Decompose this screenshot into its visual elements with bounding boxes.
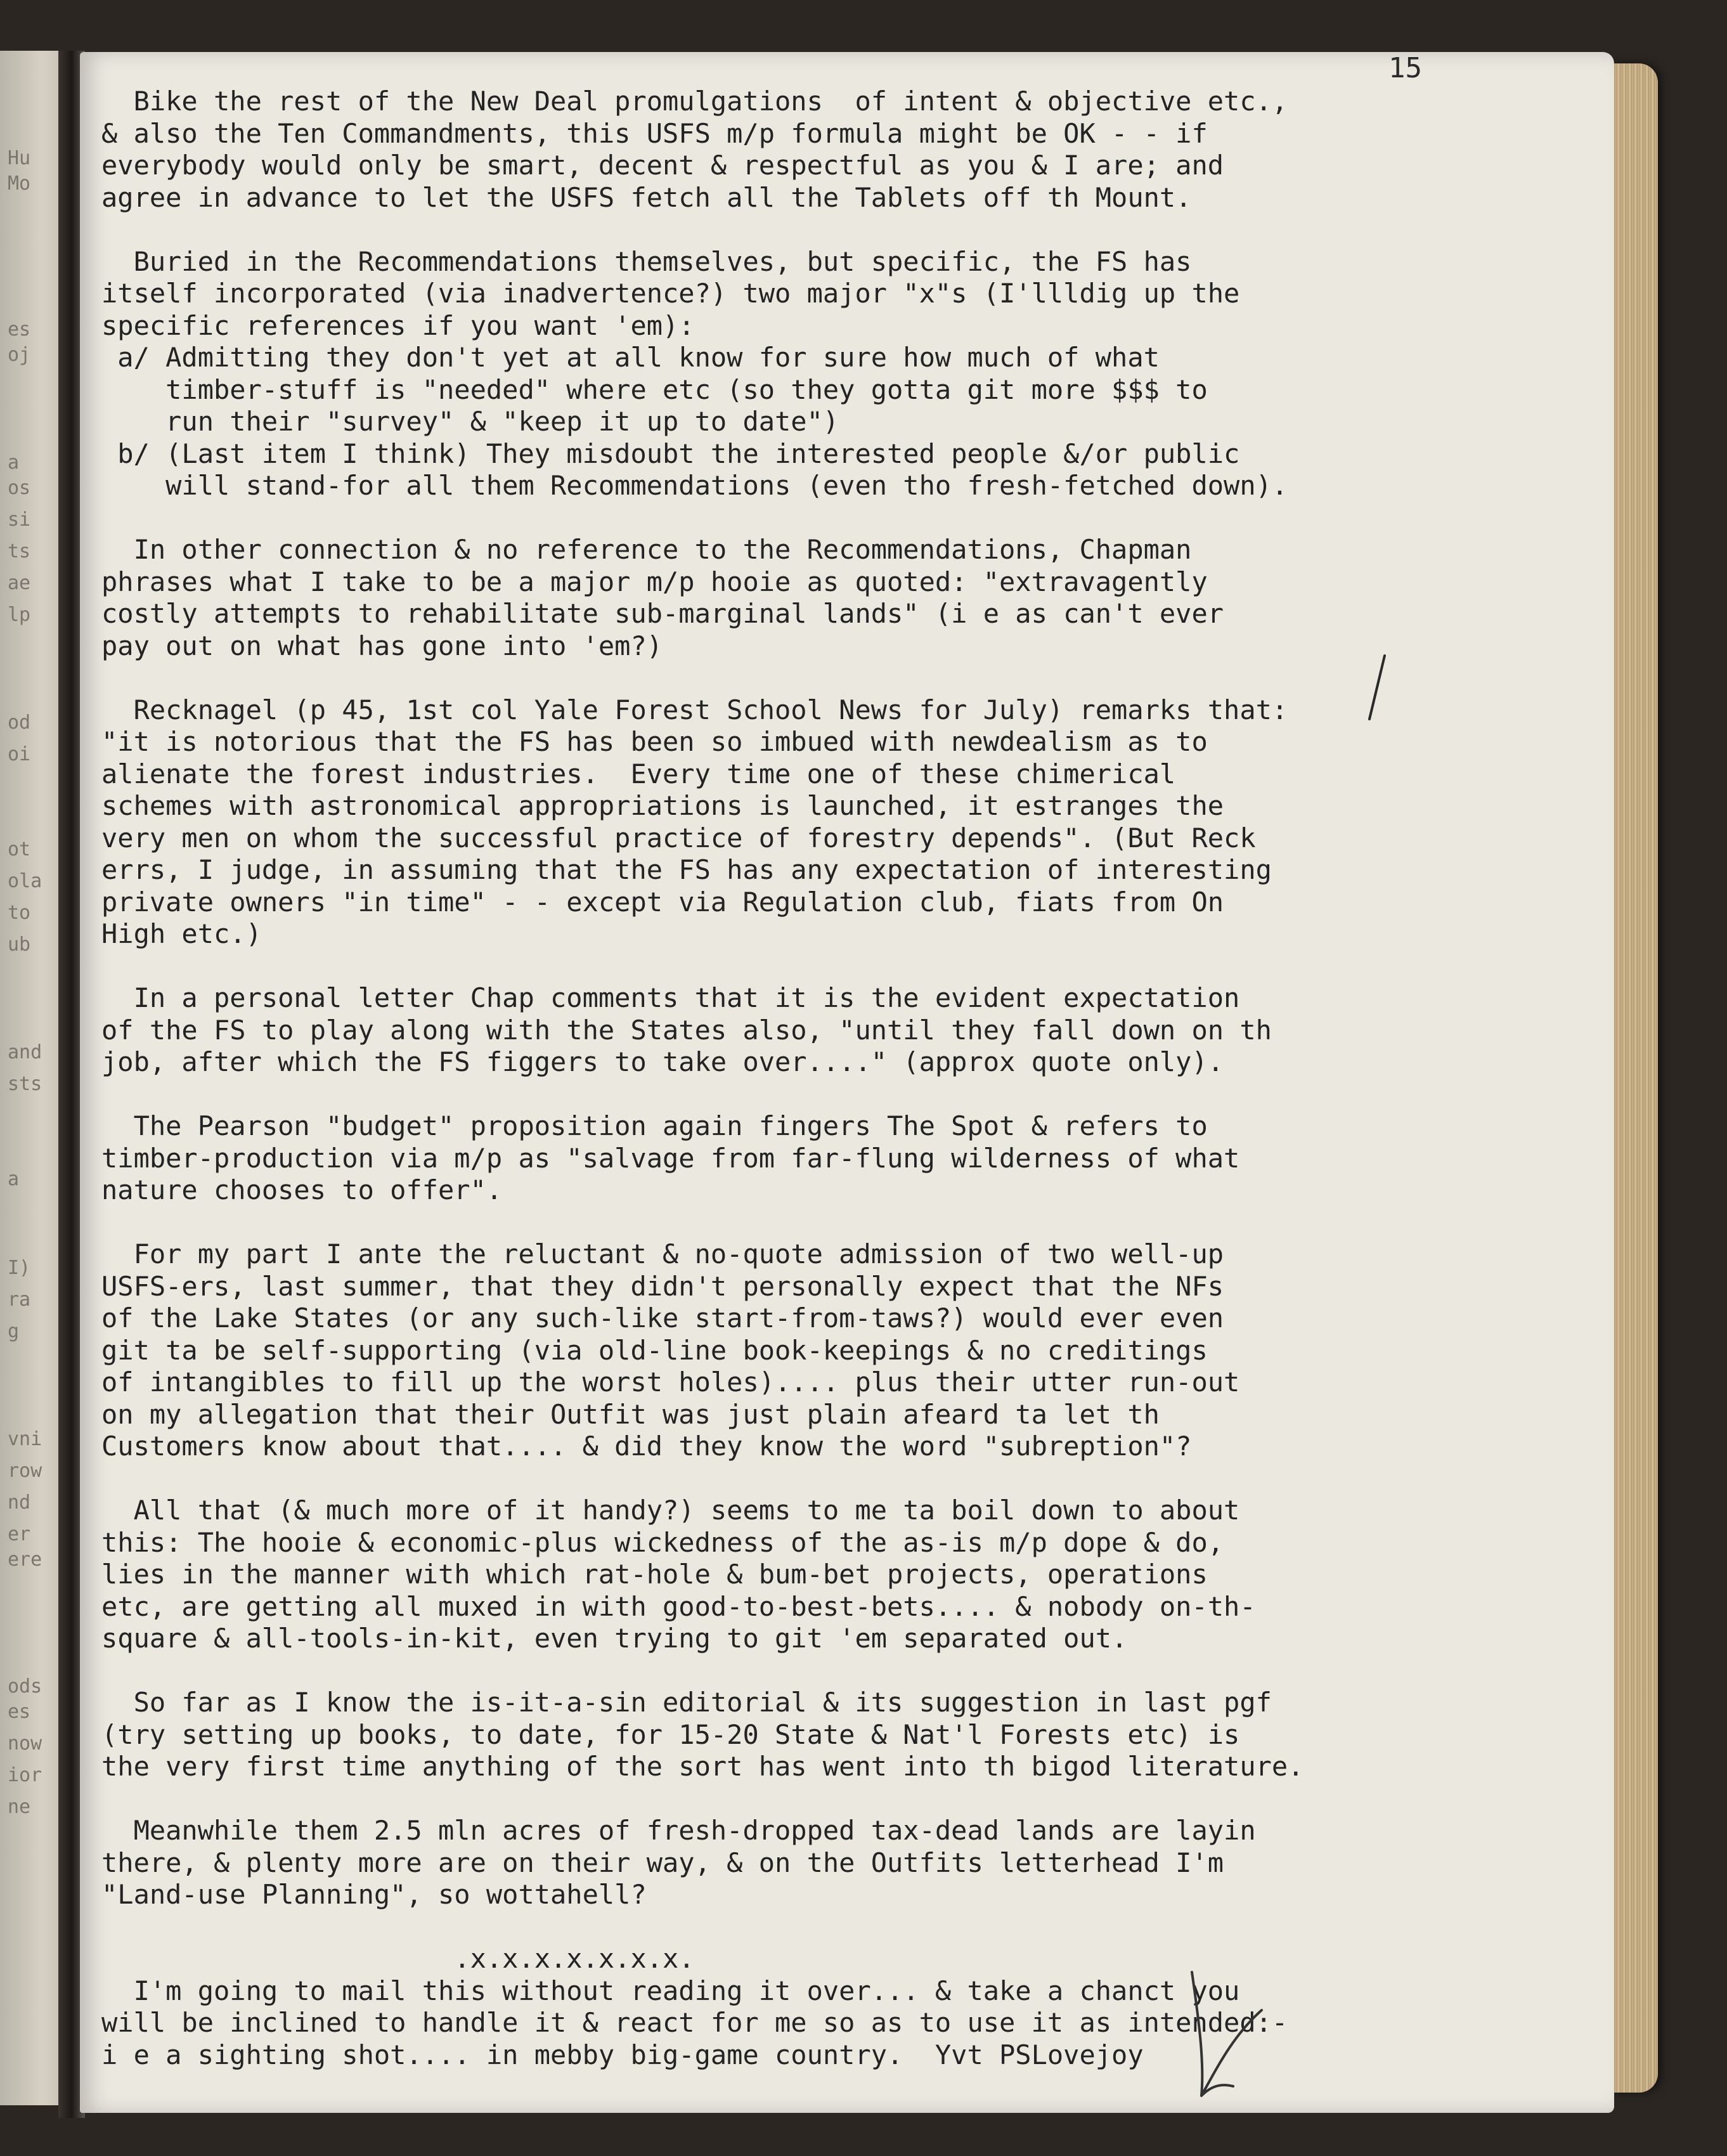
paragraph: [101, 86, 1598, 214]
text-line: "it is notorious that the FS has been so imbued with newdealism as to: [101, 726, 1208, 757]
paragraph-gap: [101, 502, 1598, 535]
left-page-fragment: g: [8, 1320, 20, 1342]
handwritten-check-mark: [1173, 1959, 1274, 2105]
paragraph-gap: [101, 1655, 1598, 1687]
text-line: the very first time anything of the sort has went into th bigod literature.: [101, 1751, 1304, 1782]
left-page-fragment: ior: [8, 1764, 42, 1786]
text-line: timber-stuff is "needed" where etc (so they gotta git more $$$ to: [101, 373, 1208, 405]
left-page-fragment: Mo: [8, 172, 31, 195]
text-line: i e a sighting shot.... in mebby big-game country. Yvt PSLovejoy: [101, 2039, 1144, 2070]
left-page-fragment: ts: [8, 540, 31, 562]
paragraph: [101, 1687, 1598, 1783]
text-line: of the Lake States (or any such-like start-from-taws?) would ever even: [101, 1302, 1224, 1334]
text-line: on my allegation that their Outfit was just plain afeard ta let th: [101, 1398, 1160, 1430]
paragraph-gap: [101, 951, 1598, 983]
text-line: costly attempts to rehabilitate sub-marginal lands" (i e as can't ever: [101, 598, 1224, 629]
paragraph-gap: [101, 1911, 1598, 1944]
text-line: git ta be self-supporting (via old-line book-keepings & no creditings: [101, 1334, 1208, 1366]
left-page-fragment: es: [8, 318, 31, 341]
text-line: a/ Admitting they don't yet at all know for sure how much of what: [101, 342, 1160, 373]
text-line: square & all-tools-in-kit, even trying to git 'em separated out.: [101, 1623, 1128, 1654]
left-page-fragment: er: [8, 1523, 31, 1545]
left-page-fragment: ae: [8, 572, 31, 594]
left-page-fragment: a: [8, 1168, 20, 1190]
paragraph: [101, 982, 1598, 1079]
text-line: b/ (Last item I think) They misdoubt the interested people &/or public: [101, 438, 1240, 469]
text-line: alienate the forest industries. Every time one of these chimerical: [101, 758, 1176, 789]
text-line: etc, are getting all muxed in with good-to-best-bets.... & nobody on-th-: [101, 1590, 1256, 1622]
left-page-fragment: ot: [8, 838, 31, 860]
left-page-fragment: ola: [8, 870, 42, 892]
left-page-fragment: and: [8, 1041, 42, 1063]
paragraph-gap: [101, 1783, 1598, 1815]
paragraph-gap: [101, 214, 1598, 246]
text-line: So far as I know the is-it-a-sin editorial & its suggestion in last pgf: [101, 1687, 1272, 1718]
paragraph: [101, 246, 1598, 502]
paragraph: [101, 1975, 1598, 2072]
text-line: specific references if you want 'em):: [101, 309, 695, 341]
text-line: there, & plenty more are on their way, & on the Outfits letterhead I'm: [101, 1847, 1224, 1878]
left-page-fragment: oj: [8, 344, 31, 366]
paragraph: [101, 1110, 1598, 1207]
text-line: agree in advance to let the USFS fetch all the Tablets off th Mount.: [101, 181, 1192, 213]
left-page-fragment: od: [8, 711, 31, 734]
text-line: In other connection & no reference to the Recommendations, Chapman: [101, 534, 1192, 565]
text-line: pay out on what has gone into 'em?): [101, 630, 663, 661]
paragraph: [101, 1238, 1598, 1463]
left-page-fragment: row: [8, 1460, 42, 1482]
text-line: errs, I judge, in assuming that the FS has any expectation of interesting: [101, 854, 1272, 885]
text-line: of intangibles to fill up the worst holes).... plus their utter run-out: [101, 1367, 1240, 1398]
left-page-fragment: os: [8, 477, 31, 499]
left-page-fragment: now: [8, 1732, 42, 1755]
text-line: & also the Ten Commandments, this USFS m/p formula might be OK - - if: [101, 117, 1208, 149]
left-page-fragment: lp: [8, 604, 31, 626]
text-line: run their "survey" & "keep it up to date"): [101, 406, 839, 437]
left-page-fragment: ub: [8, 933, 31, 956]
text-line: this: The hooie & economic-plus wickedness of the as-is m/p dope & do,: [101, 1526, 1224, 1558]
left-page-fragment: I): [8, 1257, 31, 1279]
left-page-fragment: si: [8, 509, 31, 531]
text-line: All that (& much more of it handy?) seems to me ta boil down to about: [101, 1495, 1240, 1526]
text-line: USFS-ers, last summer, that they didn't personally expect that the NFs: [101, 1270, 1224, 1302]
text-line: private owners "in time" - - except via Regulation club, fiats from On: [101, 886, 1224, 918]
left-page-fragment: ods: [8, 1675, 42, 1698]
paragraph: [101, 1495, 1598, 1655]
text-line: Meanwhile them 2.5 mln acres of fresh-dropped tax-dead lands are layin: [101, 1815, 1256, 1846]
paragraph: [101, 534, 1598, 662]
text-line: In a personal letter Chap comments that it is the evident expectation: [101, 982, 1240, 1013]
text-line: "Land-use Planning", so wottahell?: [101, 1879, 647, 1910]
left-page-fragment: oi: [8, 743, 31, 765]
left-page-fragment: to: [8, 902, 31, 924]
paragraph-gap: [101, 1079, 1598, 1111]
text-line: very men on whom the successful practice of forestry depends". (But Reck: [101, 822, 1256, 854]
text-line: The Pearson "budget" proposition again fingers The Spot & refers to: [101, 1110, 1208, 1141]
left-page-fragment: sts: [8, 1073, 42, 1095]
left-page-fragment: Hu: [8, 147, 31, 169]
paragraph: [101, 1815, 1598, 1911]
text-line: High etc.): [101, 918, 262, 949]
text-line: For my part I ante the reluctant & no-quote admission of two well-up: [101, 1238, 1224, 1270]
typewritten-letter-body: [101, 86, 1598, 2071]
text-line: Customers know about that.... & did they know the word "subreption"?: [101, 1431, 1192, 1462]
text-line: will be inclined to handle it & react for me so as to use it as intended:-: [101, 2007, 1288, 2038]
paragraph-gap: [101, 1463, 1598, 1495]
page-number: 15: [1388, 52, 1422, 84]
left-page-fragment: ne: [8, 1796, 31, 1818]
left-page-fragment: ere: [8, 1549, 42, 1571]
text-line: Bike the rest of the New Deal promulgations of intent & objective etc.,: [101, 86, 1288, 117]
text-line: of the FS to play along with the States also, "until they fall down on th: [101, 1014, 1272, 1046]
text-line: everybody would only be smart, decent & respectful as you & I are; and: [101, 150, 1224, 181]
text-line: Buried in the Recommendations themselves, but specific, the FS has: [101, 245, 1192, 277]
paragraph: [101, 694, 1598, 951]
text-line: Recknagel (p 45, 1st col Yale Forest School News for July) remarks that:: [101, 694, 1288, 725]
text-line: nature chooses to offer".: [101, 1174, 503, 1205]
handwritten-slash-mark: [1363, 653, 1388, 723]
text-line: itself incorporated (via inadvertence?) two major "x"s (I'llldig up the: [101, 278, 1240, 309]
left-page-fragment: ra: [8, 1289, 31, 1311]
left-page-fragment: vni: [8, 1428, 42, 1450]
text-line: job, after which the FS figgers to take over...." (approx quote only).: [101, 1046, 1224, 1077]
text-line: schemes with astronomical appropriations is launched, it estranges the: [101, 790, 1224, 821]
text-line: .x.x.x.x.x.x.x.: [101, 1943, 695, 1974]
text-line: lies in the manner with which rat-hole & bum-bet projects, operations: [101, 1559, 1208, 1590]
left-page-fragment: es: [8, 1701, 31, 1723]
text-line: (try setting up books, to date, for 15-20 State & Nat'l Forests etc) is: [101, 1718, 1240, 1750]
paragraph: [101, 1943, 1598, 1975]
left-page-fragment: a: [8, 451, 20, 474]
left-page-fragment: nd: [8, 1491, 31, 1514]
text-line: timber-production via m/p as "salvage from far-flung wilderness of what: [101, 1142, 1240, 1174]
paragraph-gap: [101, 1207, 1598, 1239]
text-line: phrases what I take to be a major m/p hooie as quoted: "extravagently: [101, 566, 1208, 597]
text-line: I'm going to mail this without reading it over... & take a chanct you: [101, 1975, 1240, 2006]
text-line: will stand-for all them Recommendations (even tho fresh-fetched down).: [101, 470, 1288, 501]
